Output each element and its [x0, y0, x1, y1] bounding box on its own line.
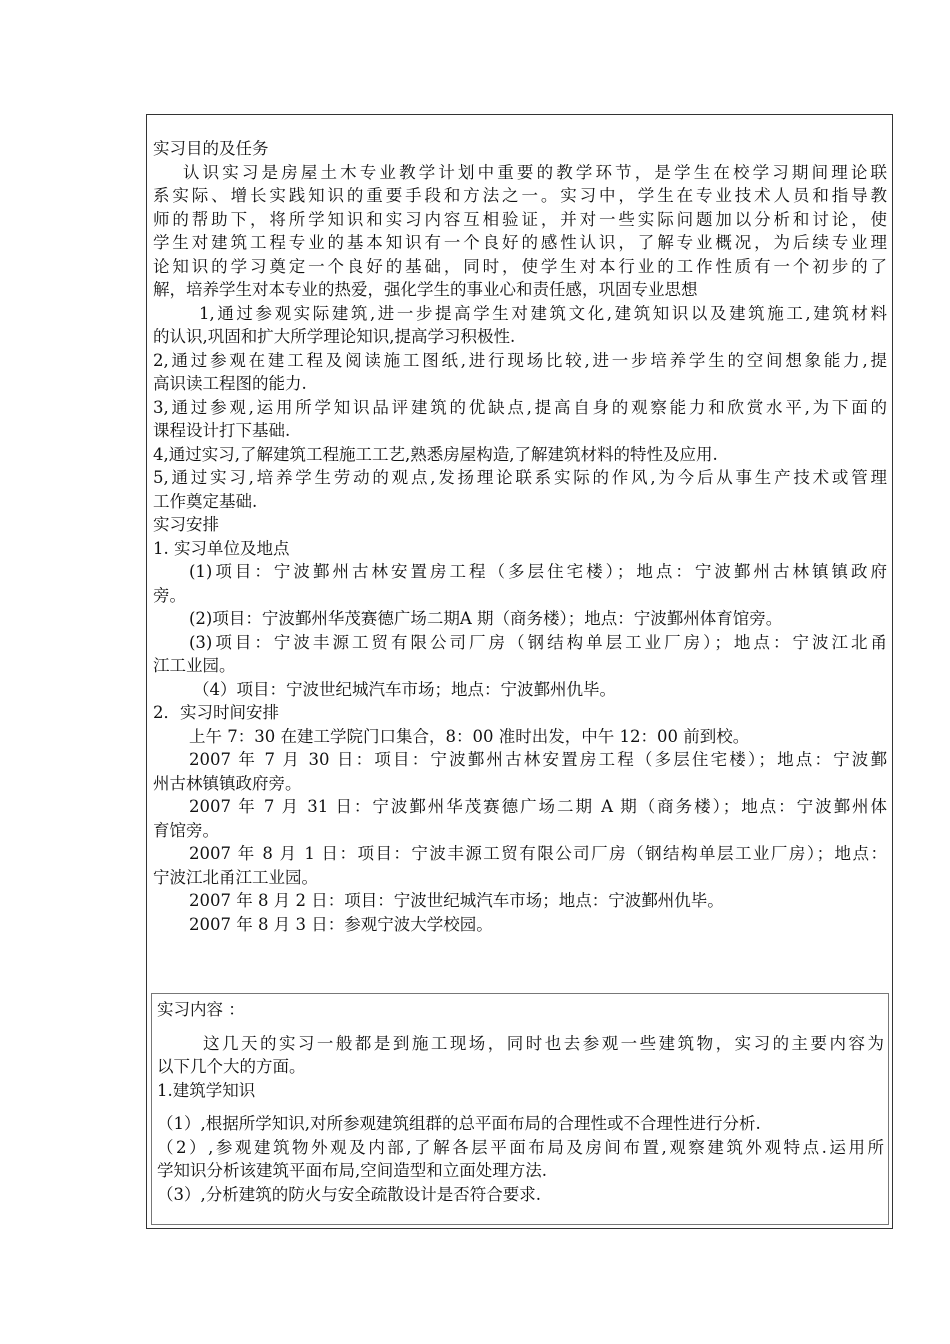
schedule-line: 育馆旁。 — [153, 820, 219, 840]
intro-line: 解，培养学生对本专业的热爱，强化学生的事业心和责任感，巩固专业思想 — [153, 280, 698, 299]
goal-line: 高识读工程图的能力. — [153, 374, 307, 393]
content-item-line: （3）,分析建筑的防火与安全疏散设计是否符合要求. — [157, 1184, 541, 1204]
unit-line: (2)项目：宁波鄞州华茂赛德广场二期A 期（商务楼）；地点：宁波鄞州体育馆旁。 — [189, 609, 783, 628]
section-title-purpose: 实习目的及任务 — [153, 139, 269, 158]
purpose-and-arrangement-section — [153, 137, 887, 936]
unit-line: (1)项目：宁波鄞州古林安置房工程（多层住宅楼）；地点：宁波鄞州古林镇镇政府 — [189, 562, 887, 581]
content-intro-line: 以下几个大的方面。 — [157, 1057, 306, 1076]
goal-line: 3,通过参观,运用所学知识品评建筑的优缺点,提高自身的观察能力和欣赏水平,为下面的 — [153, 397, 887, 417]
schedule-title: 2．实习时间安排 — [153, 703, 279, 722]
section-title-arrangement: 实习安排 — [153, 515, 219, 534]
schedule-line: 2007 年 8 月 1 日：项目：宁波丰源工贸有限公司厂房（钢结构单层工业厂房）；地点： — [189, 844, 887, 863]
schedule-line: 宁波江北甬江工业园。 — [153, 867, 318, 887]
goal-line: 2,通过参观在建工程及阅读施工图纸,进行现场比较,进一步培养学生的空间想象能力,提 — [153, 350, 887, 370]
unit-line: 旁。 — [153, 585, 186, 605]
schedule-line: 2007 年 7 月 30 日：项目：宁波鄞州古林安置房工程（多层住宅楼）；地点：宁波鄞 — [189, 750, 887, 769]
unit-title: 1. 实习单位及地点 — [153, 538, 290, 558]
schedule-line: 2007 年 8 月 3 日：参观宁波大学校园。 — [189, 914, 493, 934]
goal-line: 的认识,巩固和扩大所学理论知识,提高学习积极性. — [153, 327, 516, 346]
content-item-line: 学知识分析该建筑平面布局,空间造型和立面处理方法. — [157, 1161, 547, 1180]
spacer — [157, 1022, 884, 1032]
schedule-line: 2007 年 7 月 31 日：宁波鄞州华茂赛德广场二期 A 期（商务楼）；地点：宁波鄞州体 — [189, 797, 887, 816]
spacer — [157, 1102, 884, 1112]
intro-line: 学生对建筑工程专业的基本知识有一个良好的感性认识，了解专业概况，为后续专业理 — [153, 233, 887, 252]
unit-line: 江工业园。 — [153, 656, 236, 675]
intro-line: 系实际、增长实践知识的重要手段和方法之一。实习中，学生在专业技术人员和指导教 — [153, 186, 887, 205]
report-table — [146, 114, 893, 1229]
goal-line: 课程设计打下基础. — [153, 421, 291, 440]
intro-line: 师的帮助下，将所学知识和实习内容互相验证，并对一些实际问题加以分析和讨论，使 — [153, 209, 887, 229]
goal-line: 工作奠定基础. — [153, 491, 258, 511]
content-intro-line: 这几天的实习一般都是到施工现场，同时也去参观一些建筑物，实习的主要内容为 — [203, 1033, 884, 1053]
schedule-line: 上午 7：30 在建工学院门口集合，8：00 准时出发，中午 12：00 前到校。 — [189, 726, 750, 746]
content-section-box — [151, 993, 889, 1225]
unit-line: （4）项目：宁波世纪城汽车市场；地点：宁波鄞州仇毕。 — [193, 679, 616, 699]
section-title-content: 实习内容 ： — [157, 1000, 245, 1019]
goal-line: 4,通过实习,了解建筑工程施工工艺,熟悉房屋构造,了解建筑材料的特性及应用. — [153, 444, 718, 464]
unit-line: (3)项目：宁波丰源工贸有限公司厂房（钢结构单层工业厂房）；地点：宁波江北甬 — [189, 632, 887, 652]
goal-line: 1,通过参观实际建筑,进一步提高学生对建筑文化,建筑知识以及建筑施工,建筑材料 — [199, 303, 887, 323]
schedule-line: 州古林镇镇政府旁。 — [153, 773, 302, 793]
content-subtitle: 1.建筑学知识 — [157, 1080, 256, 1100]
content-item-line: （2）,参观建筑物外观及内部,了解各层平面布局及房间布置,观察建筑外观特点.运用所 — [157, 1137, 884, 1157]
schedule-line: 2007 年 8 月 2 日：项目：宁波世纪城汽车市场；地点：宁波鄞州仇毕。 — [189, 891, 724, 910]
intro-line: 论知识的学习奠定一个良好的基础，同时，使学生对本行业的工作性质有一个初步的了 — [153, 256, 887, 276]
intro-line: 认识实习是房屋土木专业教学计划中重要的教学环节，是学生在校学习期间理论联 — [183, 162, 887, 182]
goal-line: 5,通过实习,培养学生劳动的观点,发扬理论联系实际的作风,为今后从事生产技术或管理 — [153, 468, 887, 487]
content-item-line: （1）,根据所学知识,对所参观建筑组群的总平面布局的合理性或不合理性进行分析. — [157, 1114, 761, 1133]
